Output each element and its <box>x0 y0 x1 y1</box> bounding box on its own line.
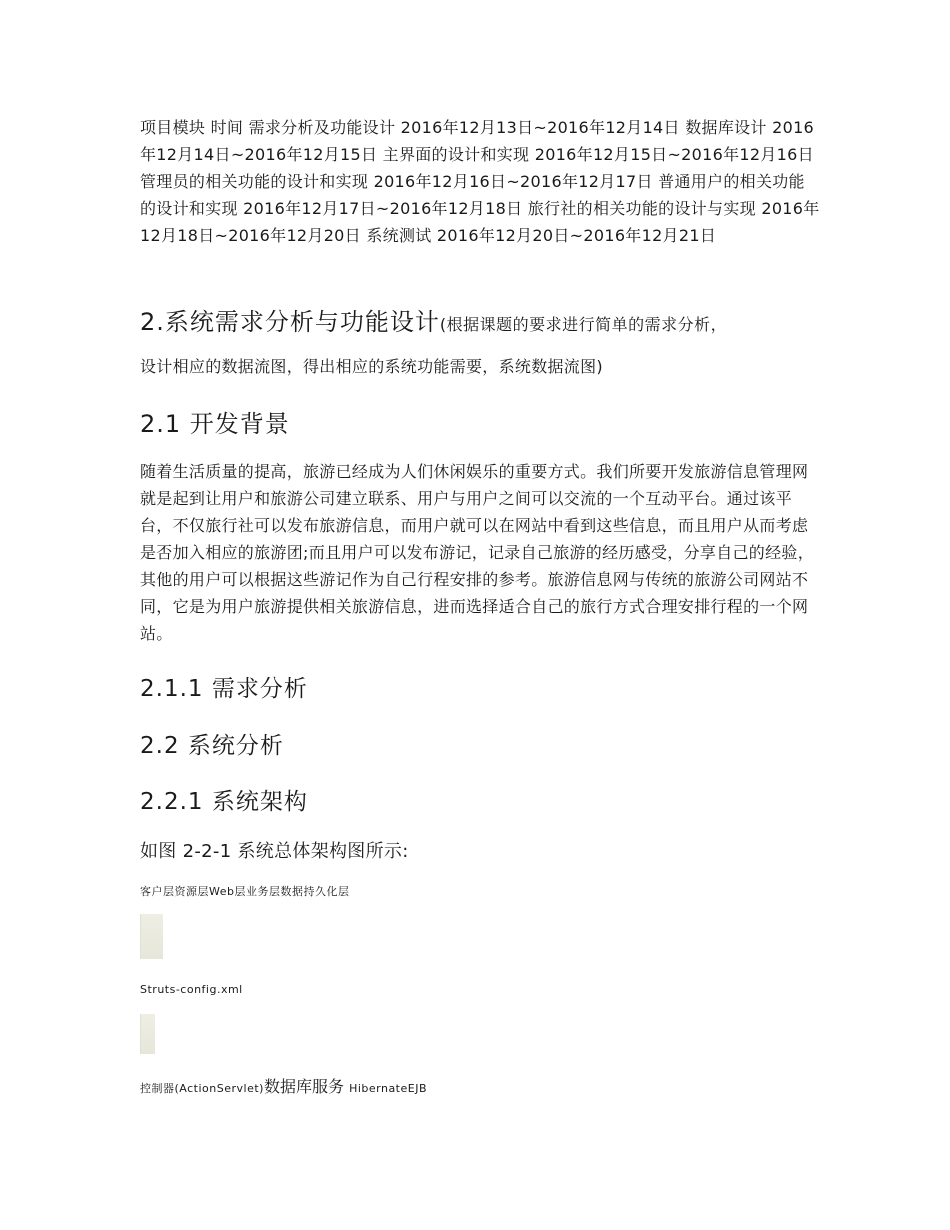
section-2-1-1-heading: 2.1.1 需求分析 <box>140 676 308 702</box>
section-2-heading <box>140 302 727 337</box>
figure-caption: 如图 2-2-1 系统总体架构图所示: <box>140 841 409 862</box>
database-service-label: 数据库服务 <box>263 1077 344 1096</box>
controller-label: 控制器(ActionServlet) <box>140 1082 264 1095</box>
architecture-image-fragment-2 <box>140 1014 155 1054</box>
struts-config-label: Struts-config.xml <box>140 983 243 996</box>
section-2-title: 2.系统需求分析与功能设计 <box>140 308 440 336</box>
architecture-layers-label: 客户层资源层Web层业务层数据持久化层 <box>140 885 350 898</box>
section-2-1-heading: 2.1 开发背景 <box>140 410 290 438</box>
architecture-components-line <box>140 1074 427 1097</box>
section-2-1-body: 随着生活质量的提高，旅游已经成为人们休闲娱乐的重要方式。我们所要开发旅游信息管理网就是起到让用户和旅游公司建立联系、用户与用户之间可以交流的一个互动平台。通过该平台，不仅旅行社可以发布旅游信息，而用户就可以在网站中看到这些信息，而且用户从而考虑是否加入相应的旅游团;而且用户可以发布游记，记录自己旅游的经历感受，分享自己的经验，其他的用户可以根据这些游记作为自己行程安排的参考。旅游信息网与传统的旅游公司网站不同，它是为用户旅游提供相关旅游信息，进而选择适合自己的旅行方式合理安排行程的一个网站。 <box>140 462 814 643</box>
section-2-note: (根据课题的要求进行简单的需求分析， <box>439 315 728 334</box>
section-2-2-heading: 2.2 系统分析 <box>140 733 284 759</box>
architecture-image-fragment <box>140 914 163 959</box>
section-2-note-line2: 设计相应的数据流图，得出相应的系统功能需要，系统数据流图) <box>140 357 603 376</box>
section-2-2-1-heading: 2.2.1 系统架构 <box>140 789 308 815</box>
hibernate-ejb-label: HibernateEJB <box>349 1082 428 1095</box>
project-schedule-text: 项目模块 时间 需求分析及功能设计 2016年12月13日~2016年12月14日 数据库设计 2016年12月14日~2016年12月15日 主界面的设计和实现 2016年12月15日~2016年12月16日 管理员的相关功能的设计和实现 2016年12月16日~2016年12月17日 普通用户的相关功能的设计和实现 2016年12月17日~2016年12月18日 旅行社的相关功能的设计与实现 2016年12月18日~2016年12月20日 系统测试 2016年12月20日~2016年12月21日 <box>140 118 820 245</box>
